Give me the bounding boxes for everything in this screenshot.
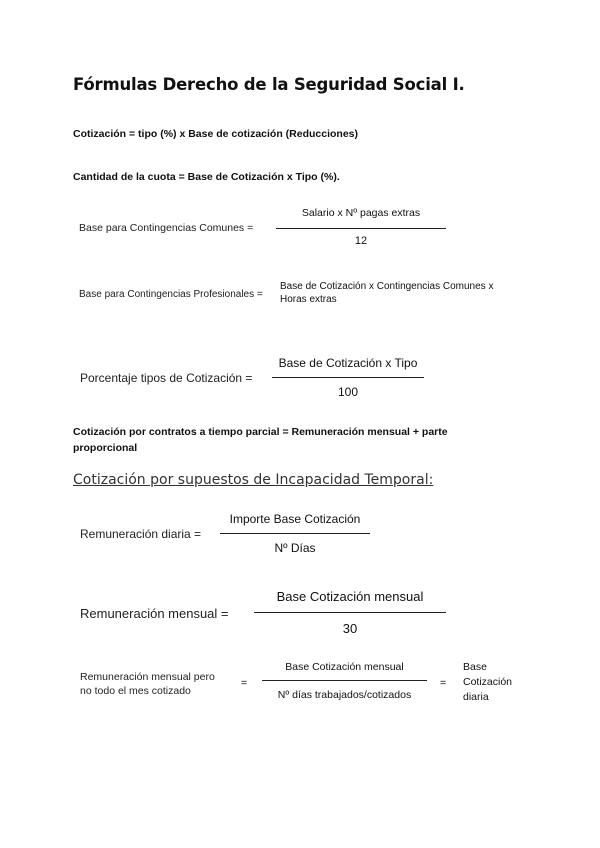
formula-label: Base para Contingencias Profesionales = [79,289,263,300]
formula-label: Remuneración diaria = [80,527,202,541]
formula-denominator: 12 [354,235,368,247]
formula-expression-line2: Horas extras [280,294,337,305]
equals-sign: = [241,677,248,689]
formula-denominator: 30 [342,621,358,636]
formula-result-line3: diaria [463,691,489,703]
formula-parcial-line2: proporcional [73,442,138,454]
formula-cotizacion: Cotización = tipo (%) x Base de cotización (Reducciones) [73,128,359,140]
fraction-line [272,377,424,378]
formula-label-line1: Remuneración mensual pero [80,671,215,683]
formula-numerator: Base de Cotización x Tipo [278,356,418,370]
fraction-line [254,612,446,613]
formula-result-line1: Base [463,661,487,673]
formula-label: Base para Contingencias Comunes = [79,222,254,234]
formula-numerator: Base Cotización mensual [285,661,404,673]
formula-numerator: Importe Base Cotización [229,512,361,526]
formula-label: Remuneración mensual = [80,606,229,621]
formula-numerator: Salario x Nº pagas extras [301,207,421,219]
formula-denominator: Nº Días [274,541,316,555]
fraction-line [262,680,427,681]
formula-label: Porcentaje tipos de Cotización = [80,371,253,385]
page-title: Fórmulas Derecho de la Seguridad Social I. [73,75,465,94]
formula-numerator: Base Cotización mensual [276,589,424,604]
formula-label-line2: no todo el mes cotizado [80,685,191,697]
formula-cuota: Cantidad de la cuota = Base de Cotización x Tipo (%). [73,171,340,183]
formula-expression-line1: Base de Cotización x Contingencias Comunes x [280,281,494,292]
fraction-line [276,228,446,229]
fraction-line [220,533,370,534]
formula-parcial-line1: Cotización por contratos a tiempo parcial = Remuneración mensual + parte [73,426,448,438]
equals-sign: = [440,677,447,689]
formula-denominator: 100 [337,385,359,399]
formula-result-line2: Cotización [463,676,513,688]
formula-denominator: Nº días trabajados/cotizados [277,689,412,701]
section-heading: Cotización por supuestos de Incapacidad Temporal: [73,472,434,488]
